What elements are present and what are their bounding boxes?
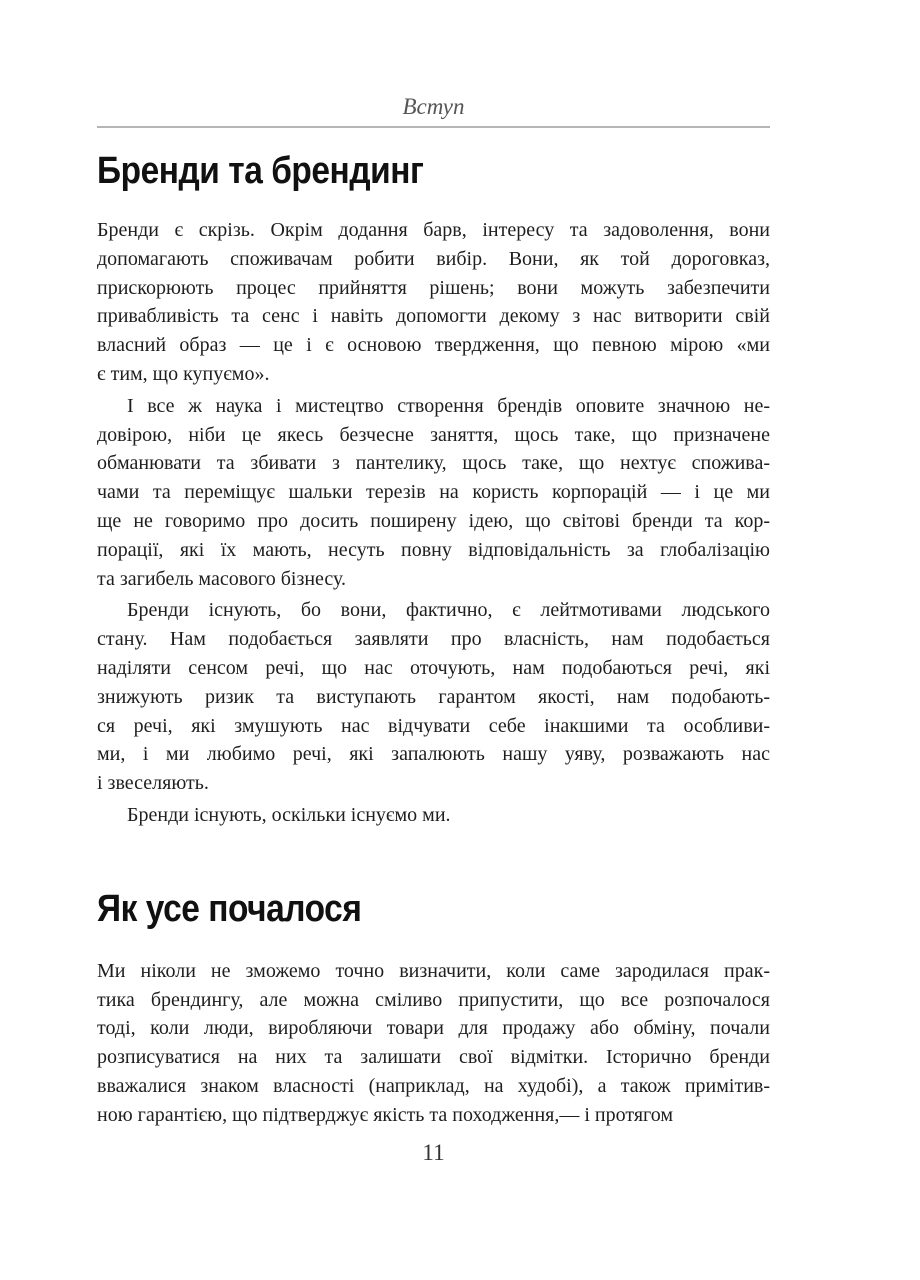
text-line: Бренди існують, оскільки існуємо ми. [127,803,451,826]
paragraph [97,801,770,830]
text-line: ся речі, які змушують нас відчувати себе інакшими та особливи- [97,714,770,737]
text-line: та загибель масового бізнесу. [97,567,347,590]
paragraph [97,392,770,594]
text-line: допомагають споживачам робити вибір. Вони, як той дороговказ, [97,247,770,270]
text-line: знижують ризик та виступають гарантом якості, нам подобають- [97,685,770,708]
text-line: розписуватися на них та залишати свої відмітки. Історично бренди [97,1046,770,1069]
text-line: привабливість та сенс і навіть допомогти декому з нас витворити свій [97,305,770,328]
section-brands-paragraphs [97,216,770,830]
running-header: Вступ [402,94,465,119]
text-line: Бренди є скрізь. Окрім додання барв, інтересу та задоволення, вони [97,219,770,241]
text-line: є тим, що купуємо». [97,362,270,385]
text-line: і звеселяють. [97,772,209,795]
section-history [97,887,770,1130]
text-line: власний образ — це і є основою твердження, що певною мірою «ми [97,334,770,357]
text-line: чами та переміщує шальки терезів на користь корпорацій — і це ми [97,481,770,504]
text-line: обманювати та збивати з пантелику, щось таке, що нехтує спожива- [97,452,770,475]
text-line: порації, які їх мають, несуть повну відповідальність за глобалізацію [97,538,770,561]
text-line: ми, і ми любимо речі, які запалюють нашу уяву, розважають нас [97,743,770,766]
text-line: тоді, коли люди, виробляючи товари для продажу або обміну, почали [97,1017,770,1040]
text-line: прискорюють процес прийняття рішень; вони можуть забезпечити [97,276,770,299]
text-line: тика брендингу, але можна сміливо припустити, що все розпочалося [97,988,770,1011]
text-line: ще не говоримо про досить поширену ідею, що світові бренди та кор- [97,509,770,532]
text-line: Бренди існують, бо вони, фактично, є лейтмотивами людського [127,599,770,622]
text-line: довірою, ніби це якесь безчесне заняття, щось таке, що призначене [97,423,770,446]
section-heading-brands: Бренди та брендинг [97,150,424,192]
text-line: вважалися знаком власності (наприклад, на худобі), а також примітив- [97,1074,770,1097]
paragraph [97,216,770,389]
header-rule [97,126,770,128]
page-number: 11 [422,1140,445,1165]
section-brands [97,149,770,830]
text-line: стану. Нам подобається заявляти про власність, нам подобається [97,628,770,651]
section-history-paragraphs [97,957,770,1130]
text-line: Ми ніколи не зможемо точно визначити, коли саме зародилася прак- [97,959,770,982]
section-heading-history: Як усе почалося [97,887,362,930]
text-line: наділяти сенсом речі, що нас оточують, нам подобаються речі, які [97,656,770,679]
text-line: ною гарантією, що підтверджує якість та походження,— і протягом [97,1103,674,1126]
text-line: І все ж наука і мистецтво створення брендів оповите значною не- [127,394,770,417]
paragraph [97,596,770,798]
paragraph [97,957,770,1130]
